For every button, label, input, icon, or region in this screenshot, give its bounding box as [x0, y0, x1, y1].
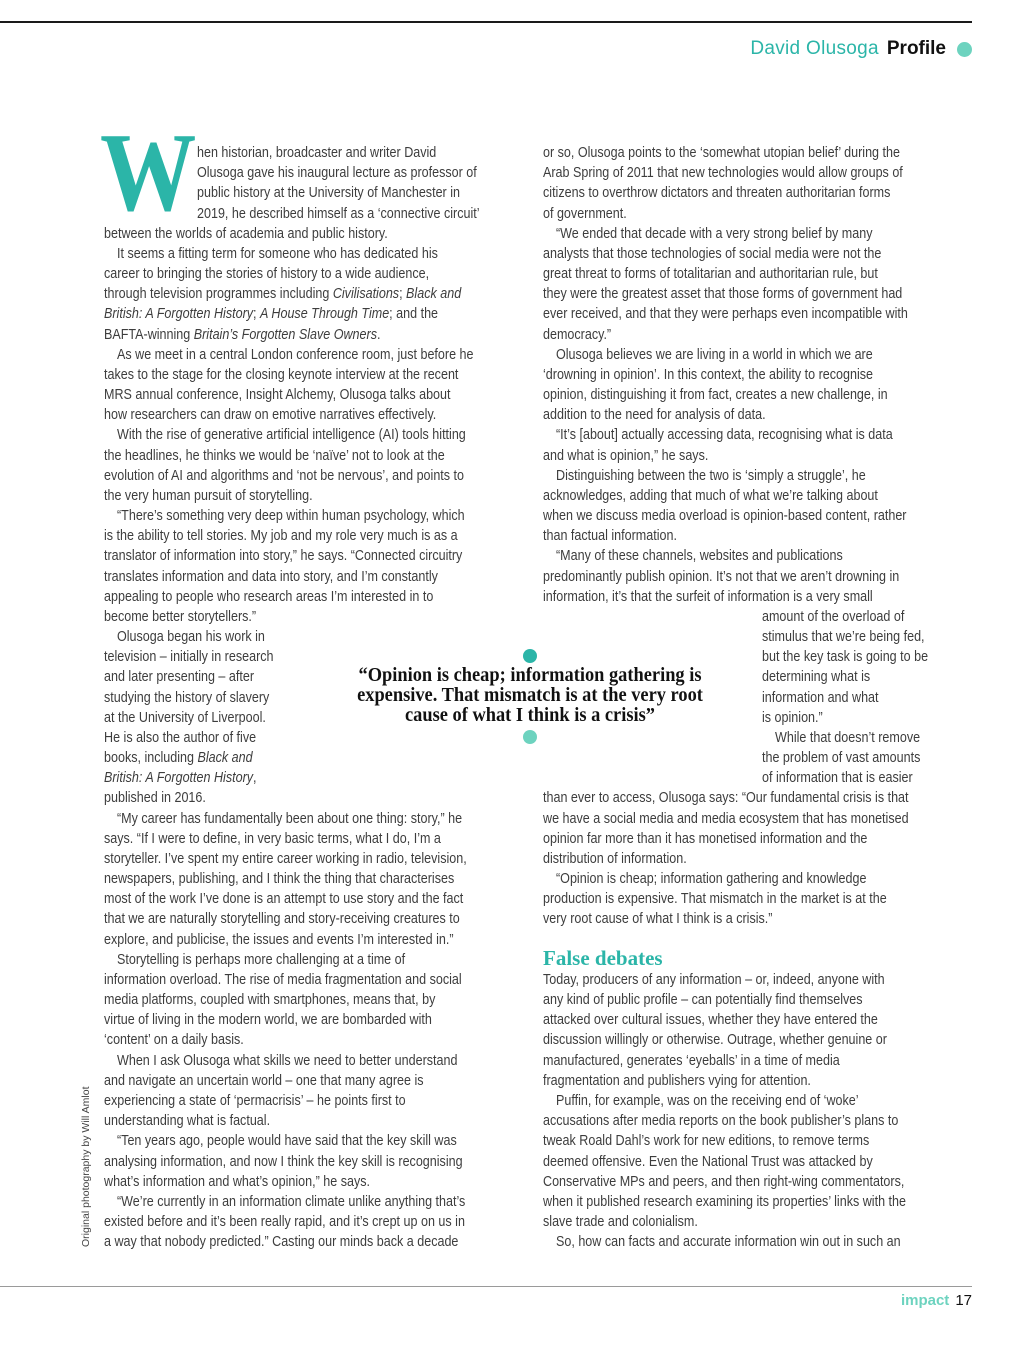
text-line: information, it’s that the surfeit of information is a very small	[543, 588, 873, 605]
running-header	[750, 38, 972, 60]
text-line: when it published research examining its properties’ links with the	[543, 1193, 907, 1210]
text-line: tweak Roald Dahl’s work for new editions, to remove terms	[543, 1133, 870, 1150]
text-line: Puffin, for example, was on the receiving end of ‘woke’	[556, 1092, 859, 1109]
italic-title: British: A Forgotten History	[104, 306, 254, 323]
text-line: the headlines, he thinks we would be ‘naïve’ not to look at the	[104, 447, 445, 464]
text-line: between the worlds of academia and public history.	[104, 225, 388, 242]
text-line: “It’s [about] actually accessing data, recognising what is data	[556, 427, 893, 444]
text-line: discussion willingly or otherwise. Outrage, whether genuine or	[543, 1032, 887, 1049]
magazine-brand-logo: impact	[900, 1292, 950, 1309]
text-line: than ever to access, Olusoga says: “Our fundamental crisis is that	[543, 790, 909, 807]
text-line: they were the greatest asset that those forms of government had	[543, 286, 903, 303]
text-line: and later presenting – after	[104, 669, 255, 686]
text-line: Conservative MPs and peers, and then right-wing commentators,	[543, 1173, 905, 1190]
text-line: “We ended that decade with a very strong belief by many	[556, 225, 873, 242]
bottom-rule	[0, 1286, 972, 1287]
text-line: career to bringing the stories of history to a wide audience,	[104, 266, 430, 283]
text-line: Olusoga believes we are living in a world in which we are	[556, 346, 873, 363]
text-line: published in 2016.	[104, 790, 206, 807]
text-line: translates information and data into story, and I’m constantly	[104, 568, 438, 585]
text-line: analysing information, and now I think the key skill is recognising	[104, 1153, 463, 1170]
text-line: opinion far more than it has monetised information and the	[543, 830, 868, 847]
text-line: newspapers, publishing, and I think the thing that characterises	[104, 871, 455, 888]
text-line: ‘drowning in opinion’. In this context, the ability to recognise	[543, 366, 873, 383]
text-line	[104, 284, 461, 304]
text-line: is opinion.”	[762, 709, 823, 726]
text-line: how researchers can draw on emotive narratives effectively.	[104, 407, 437, 424]
text-line: predominantly publish opinion. It’s not that we aren’t drowning in	[543, 568, 900, 585]
text-line: stimulus that we’re being fed,	[762, 629, 925, 646]
text-line: understanding what is factual.	[104, 1113, 271, 1130]
text-line: With the rise of generative artificial intelligence (AI) tools hitting	[117, 427, 466, 444]
pull-quote-line: “Opinion is cheap; information gathering is	[358, 664, 702, 686]
text-line: Olusoga gave his inaugural lecture as professor of	[197, 165, 477, 182]
text-line: accusations after media reports on the book publisher’s plans to	[543, 1113, 899, 1130]
text-line: and navigate an uncertain world – one that many agree is	[104, 1072, 424, 1089]
pull-quote-line: cause of what I think is a crisis”	[405, 704, 655, 727]
text-line: the problem of vast amounts	[762, 750, 921, 767]
text-line: or so, Olusoga points to the ‘somewhat utopian belief’ during the	[543, 145, 900, 161]
text-line: but the key task is going to be	[762, 649, 929, 666]
text-line: studying the history of slavery	[104, 689, 270, 706]
text-line: virtue of living in the modern world, we are bombarded with	[104, 1012, 432, 1029]
italic-title: British: A Forgotten History	[104, 770, 254, 787]
text-line: “There’s something very deep within human psychology, which	[117, 508, 465, 525]
text-line: very root cause of what I think is a crisis.”	[543, 911, 773, 928]
text-line: addition to the need for analysis of data.	[543, 407, 766, 424]
text-line: we have a social media and media ecosystem that has monetised	[543, 810, 909, 827]
pull-quote-dot-top-icon	[523, 649, 537, 663]
text-line	[104, 768, 257, 788]
text-line: As we meet in a central London conference room, just before he	[117, 346, 474, 363]
text-line	[104, 748, 253, 768]
text-line: evolution of AI and algorithms and ‘not be nervous’, and points to	[104, 467, 465, 484]
text-line: “We’re currently in an information climate unlike anything that’s	[117, 1193, 466, 1210]
text-line: than factual information.	[543, 528, 677, 545]
top-rule	[0, 21, 972, 23]
text-line: what’s information and what’s opinion,” he says.	[104, 1173, 371, 1190]
text-line: So, how can facts and accurate information win out in such an	[556, 1234, 901, 1251]
text-segment: ;	[253, 306, 261, 323]
text-line: ever received, and that they were perhaps even incompatible with	[543, 306, 908, 323]
text-line: It seems a fitting term for someone who has dedicated his	[117, 245, 438, 262]
header-dot-icon	[957, 42, 972, 57]
text-line: television – initially in research	[104, 649, 274, 666]
page-number: 17	[955, 1292, 972, 1309]
drop-cap: W	[100, 111, 197, 235]
text-line: information and what	[762, 689, 879, 706]
text-line: takes to the stage for the closing keynote interview at the recent	[104, 366, 459, 383]
text-line: opinion, distinguishing it from fact, creates a new challenge, in	[543, 387, 888, 404]
text-line: Today, producers of any information – or, indeed, anyone with	[543, 971, 885, 988]
text-line: “Ten years ago, people would have said that the key skill was	[117, 1133, 457, 1150]
text-line: and what is opinion,” he says.	[543, 447, 709, 464]
text-line: MRS annual conference, Insight Alchemy, Olusoga talks about	[104, 387, 451, 404]
text-line: distribution of information.	[543, 850, 687, 867]
text-line: democracy.”	[543, 326, 612, 343]
text-line: translator of information into story,” he says. “Connected circuitry	[104, 548, 463, 565]
text-line: appealing to people who research areas I’m interested in to	[104, 588, 434, 605]
text-line: 2019, he described himself as a ‘connective circuit’	[197, 205, 480, 222]
text-line: experiencing a state of ‘permacrisis’ – he points first to	[104, 1092, 406, 1109]
photo-credit: Original photography by Will Amlot	[80, 1086, 92, 1247]
pull-quote	[320, 665, 740, 726]
text-line: manufactured, generates ‘eyeballs’ in a time of media	[543, 1052, 840, 1069]
text-line: slave trade and colonialism.	[543, 1214, 698, 1230]
text-line	[104, 304, 438, 324]
text-segment: ; and the	[389, 306, 439, 323]
text-line: “Opinion is cheap; information gathering and knowledge	[556, 871, 867, 888]
pull-quote-dot-bottom-icon	[523, 730, 537, 744]
text-line: become better storytellers.”	[104, 608, 257, 625]
text-line: at the University of Liverpool.	[104, 709, 266, 726]
text-line: great threat to forms of totalitarian and authoritarian rule, but	[543, 266, 878, 283]
text-line: While that doesn’t remove	[775, 729, 921, 746]
text-line: Arab Spring of 2011 that new technologies would allow groups of	[543, 165, 903, 182]
italic-title: Black and	[406, 286, 462, 303]
text-line: acknowledges, adding that much of what we’re talking about	[543, 487, 878, 504]
italic-title: Britain’s Forgotten Slave Owners	[193, 326, 377, 343]
page-footer	[901, 1292, 972, 1309]
text-line: storyteller. I’ve spent my entire career working in radio, television,	[104, 850, 467, 867]
text-line: He is also the author of five	[104, 729, 257, 746]
text-line: Olusoga began his work in	[117, 629, 265, 646]
text-line: public history at the University of Manchester in	[197, 185, 460, 202]
subheading-false-debates: False debates	[543, 946, 663, 970]
italic-title: Civilisations	[332, 286, 400, 303]
text-segment: BAFTA-winning	[104, 326, 194, 343]
header-section-label: Profile	[886, 38, 946, 59]
text-line: that we are naturally storytelling and story-receiving creatures to	[104, 911, 460, 928]
text-line: When I ask Olusoga what skills we need to better understand	[117, 1052, 458, 1069]
text-line: media platforms, coupled with smartphones, means that, by	[104, 992, 436, 1009]
text-segment: through television programmes including	[104, 286, 333, 303]
text-line: a way that nobody predicted.” Casting our minds back a decade	[104, 1234, 459, 1251]
text-line: is the ability to tell stories. My job and my role very much is as a	[104, 528, 458, 545]
text-line: fragmentation and publishers vying for attention.	[543, 1072, 811, 1089]
text-line: ‘content’ on a daily basis.	[104, 1032, 244, 1049]
text-line: explore, and publicise, the issues and events I’m interested in.”	[104, 931, 454, 948]
header-subject-name: David Olusoga	[750, 38, 879, 59]
text-line: when we discuss media overload is opinion-based content, rather	[543, 508, 907, 525]
text-segment: ;	[399, 286, 407, 303]
text-line: production is expensive. That mismatch in the market is at the	[543, 891, 887, 908]
text-line: analysts that those technologies of social media were not the	[543, 245, 882, 262]
text-line: Storytelling is perhaps more challenging at a time of	[117, 951, 406, 968]
text-line: determining what is	[762, 669, 871, 686]
text-line: citizens to overthrow dictators and threaten authoritarian forms	[543, 185, 891, 202]
text-line: the very human pursuit of storytelling.	[104, 487, 313, 504]
text-line: of information that is easier	[762, 770, 913, 787]
text-line: information overload. The rise of media fragmentation and social	[104, 971, 462, 988]
text-line: “Many of these channels, websites and publications	[556, 548, 843, 565]
text-line: amount of the overload of	[762, 608, 905, 625]
text-line: any kind of public profile – can potentially find themselves	[543, 992, 863, 1009]
text-line: deemed offensive. Even the National Trust was attacked by	[543, 1153, 873, 1170]
text-line: attacked over cultural issues, whether they have entered the	[543, 1012, 878, 1029]
text-segment: .	[376, 326, 381, 343]
text-segment: ,	[253, 770, 257, 787]
text-line: Distinguishing between the two is ‘simply a struggle’, he	[556, 467, 866, 484]
italic-title: A House Through Time	[260, 306, 390, 323]
text-line: of government.	[543, 205, 627, 222]
pull-quote-line: expensive. That mismatch is at the very root	[357, 684, 703, 707]
text-line: existed before and it’s been really rapid, and it’s crept up on us in	[104, 1214, 465, 1230]
italic-title: Black and	[197, 750, 253, 767]
text-line: “My career has fundamentally been about one thing: story,” he	[117, 810, 463, 827]
text-line: most of the work I’ve done is an attempt to use story and the fact	[104, 891, 464, 908]
text-line: says. “If I were to define, in very basic terms, what I do, I’m a	[104, 830, 441, 847]
text-segment: books, including	[104, 750, 198, 767]
text-line	[104, 325, 380, 345]
text-line: hen historian, broadcaster and writer David	[197, 145, 437, 161]
